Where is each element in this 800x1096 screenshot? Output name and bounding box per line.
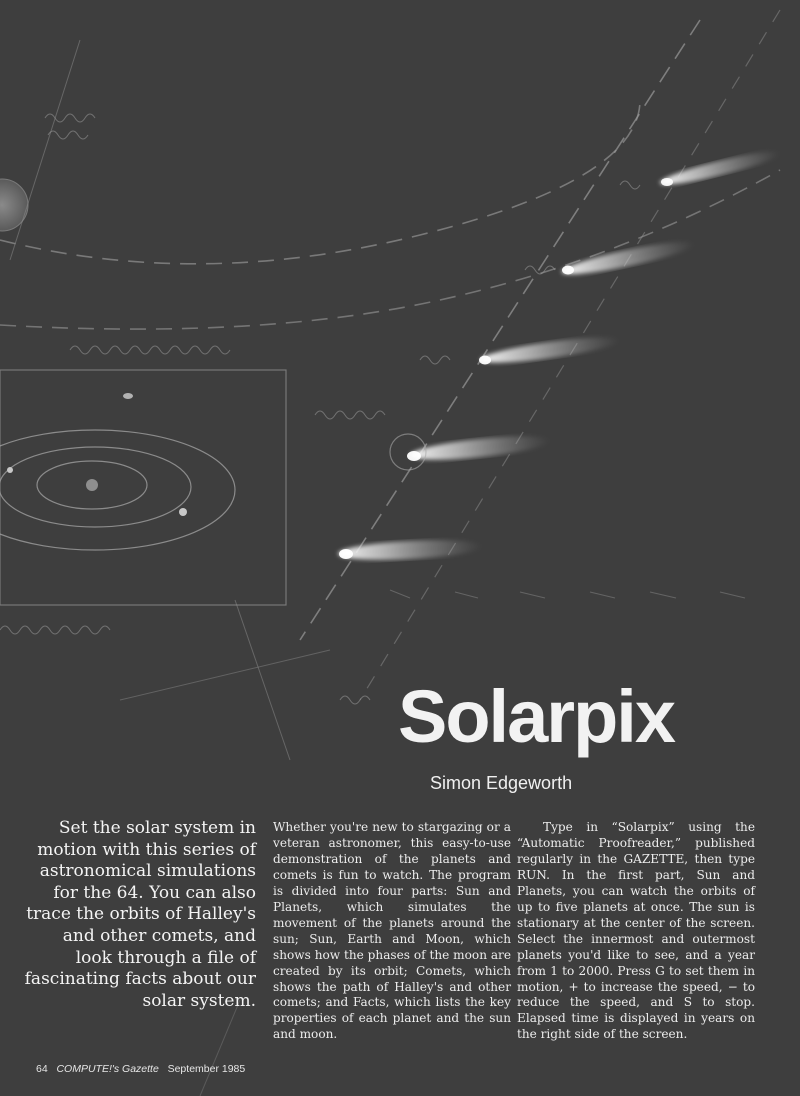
comet-path-2 bbox=[360, 10, 780, 700]
guide-line-3 bbox=[120, 650, 330, 700]
body-column-1: Whether you're new to stargazing or a veteran astronomer, this easy-to-use demonstration of the planets and comets is fun to watch. The program is divided into four parts: Sun and Planets, which simulates the movement of the planets around the sun; Sun, Earth and Moon, which shows how the phases of the moon are created by its orbit; Comets, which shows the path of Halley's and other comets; and Facts, which lists the key properties of each planet and the sun and moon. bbox=[273, 820, 511, 1042]
magazine-name: COMPUTE!'s Gazette bbox=[56, 1063, 159, 1075]
body-column-2: Type in “Solarpix” using the “Automatic Proofreader,” published regularly in the GAZETTE, then type RUN. In the first part, Sun and Planets, you can watch the orbits of up to five planets at once. The sun is stationary at the center of the screen. Select the innermost and outermost planets you'd like to see, and a year from 1 to 2000. Press G to set them in motion, + to increase the speed, − to reduce the speed, and S to stop. Elapsed time is displayed in years on the right side of the screen. bbox=[517, 820, 755, 1042]
guide-line-2 bbox=[235, 600, 290, 760]
sun-disc bbox=[0, 179, 28, 231]
orbit-arc-inner bbox=[0, 100, 640, 264]
comet-3 bbox=[479, 332, 620, 367]
scale-ticks bbox=[390, 590, 745, 598]
page-footer bbox=[36, 1063, 336, 1075]
page-number: 64 bbox=[36, 1063, 48, 1075]
comet-5 bbox=[338, 537, 483, 563]
article-title: Solarpix bbox=[398, 675, 674, 758]
guide-line-1 bbox=[10, 40, 80, 260]
comet-4 bbox=[407, 432, 551, 465]
chalk-scribbles bbox=[0, 114, 640, 704]
orbit-diagram bbox=[0, 370, 286, 605]
issue-date: September 1985 bbox=[167, 1063, 246, 1075]
author-byline: Simon Edgeworth bbox=[430, 773, 573, 793]
article-intro: Set the solar system in motion with this series of astronomical simulations for the 64. You can also trace the orbits of Halley's and other comets, and look through a file of fascinating facts about our solar system. bbox=[24, 818, 256, 1011]
guide-line-4 bbox=[200, 1000, 240, 1096]
comet-1 bbox=[658, 146, 782, 190]
